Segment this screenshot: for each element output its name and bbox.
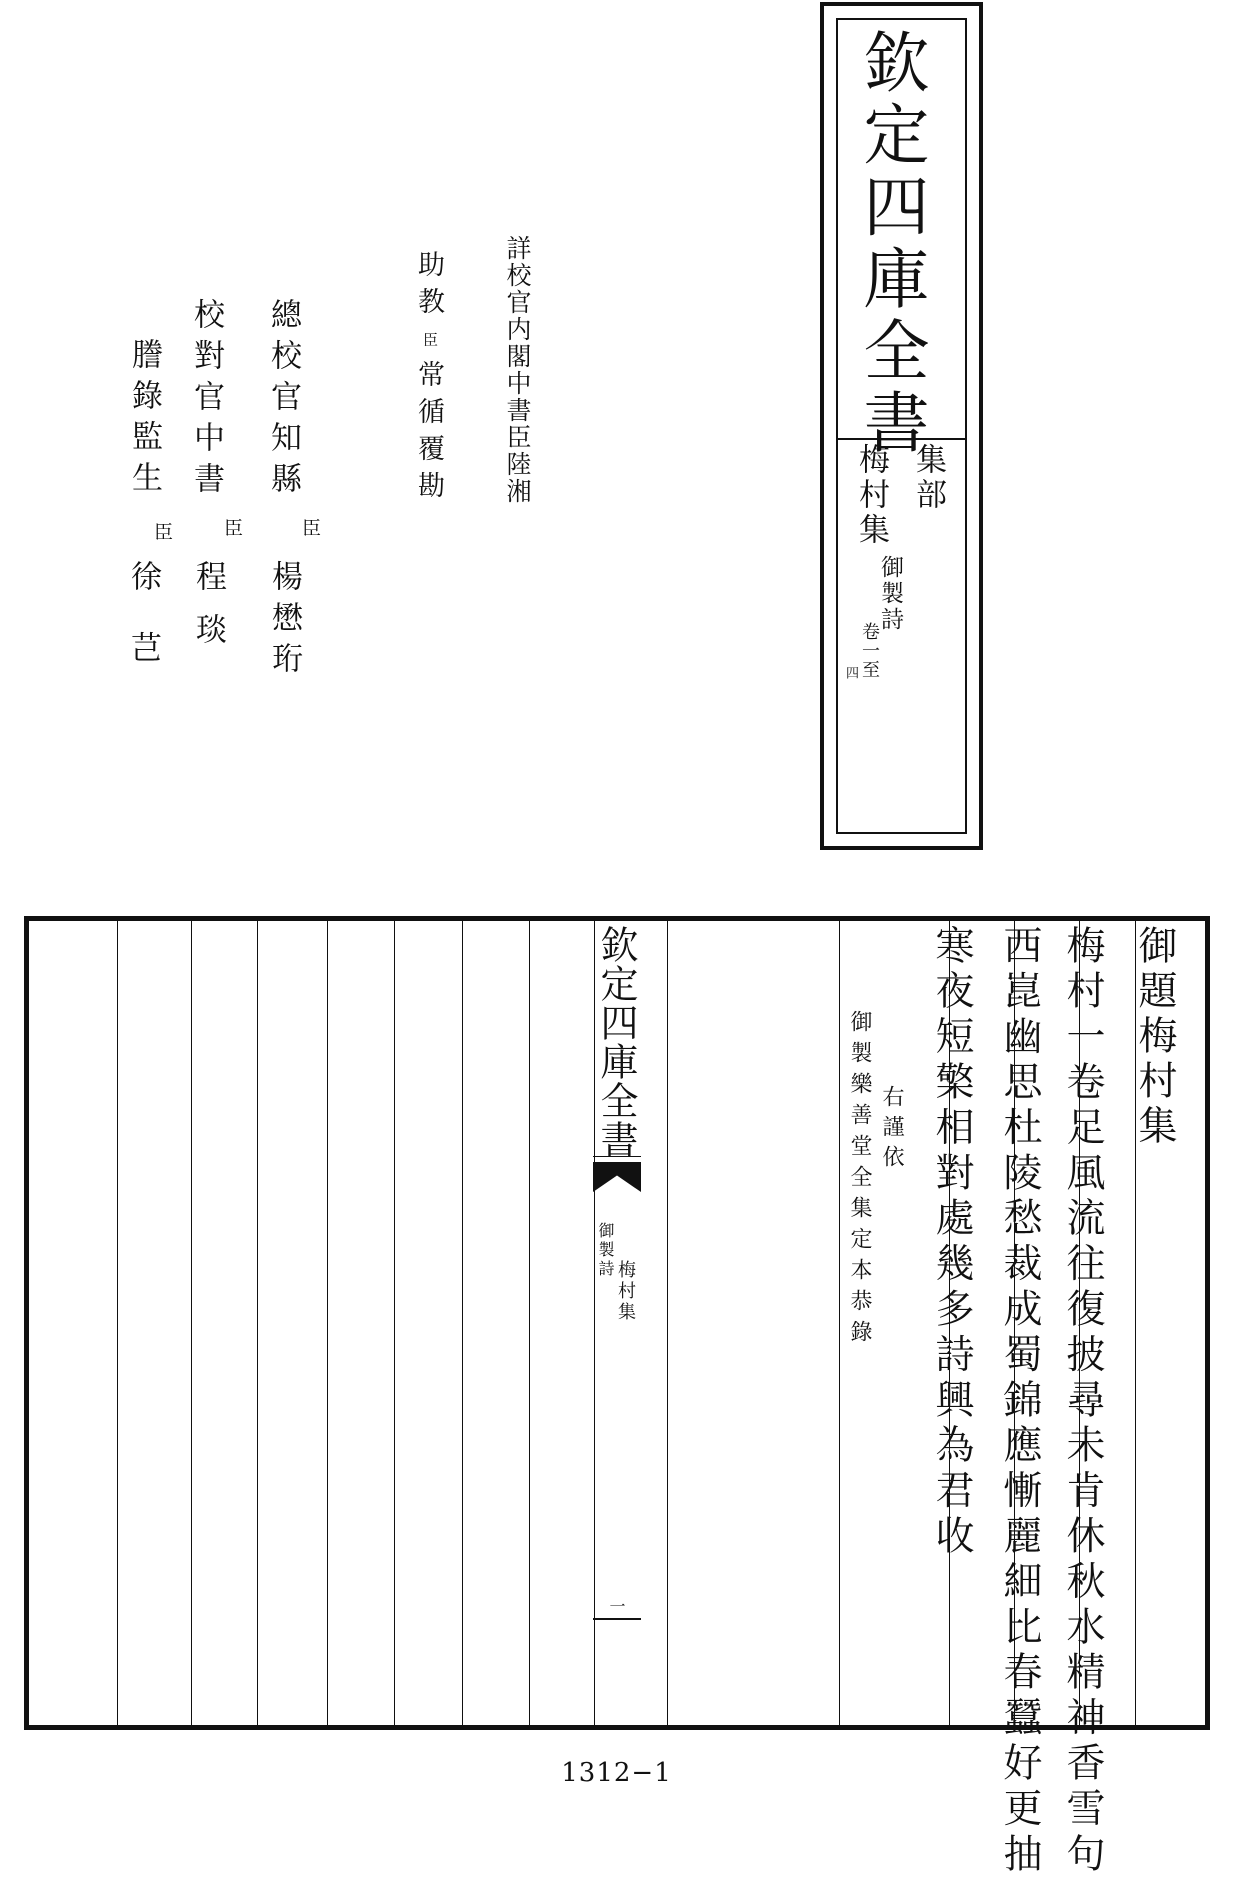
volume-range: 卷一至: [859, 622, 880, 679]
column-rule: [667, 921, 668, 1725]
volume-range-end: 四: [843, 666, 858, 679]
credit-chief-label: 總校官知縣: [265, 298, 301, 503]
credit-copyist-name: 徐芑: [125, 560, 161, 702]
column-rule: [117, 921, 118, 1725]
credit-assistant-label: 助教: [413, 250, 444, 324]
column-rule: [462, 921, 463, 1725]
column-rule: [327, 921, 328, 1725]
poem-heading: 御題梅村集: [1132, 925, 1177, 1150]
section-label: 御製詩: [877, 555, 903, 633]
credit-proofreader: 詳校官内閣中書臣陸湘: [503, 235, 532, 505]
column-rule: [394, 921, 395, 1725]
column-rule: [191, 921, 192, 1725]
main-title: 欽定四庫全書: [852, 28, 929, 460]
block-heart-leaf: 一: [607, 1598, 626, 1614]
credit-assistant-name: 常循覆勘: [413, 360, 444, 508]
block-heart-book: 梅村集: [615, 1260, 636, 1323]
column-rule: [529, 921, 530, 1725]
credit-assistant-rank: 臣: [421, 332, 439, 347]
block-heart-section: 御製詩: [596, 1222, 615, 1279]
credit-collator-rank: 臣: [221, 518, 243, 537]
block-heart-bottom-rule: [593, 1618, 641, 1620]
credit-collator-label: 校對官中書: [188, 298, 224, 503]
credit-collator-name: 程琰: [190, 560, 226, 666]
attribution-note-left: 御製樂善堂全集定本恭錄: [847, 1010, 872, 1351]
page-number: 1312−1: [561, 1758, 672, 1788]
credit-copyist-label: 謄錄監生: [126, 338, 162, 502]
verse-line-2: 西崑幽思杜陵愁裁成蜀錦應慚麗細比春蠶好更抽: [997, 925, 1042, 1878]
book-title: 梅村集: [853, 443, 889, 548]
credit-chief-name: 楊懋珩: [266, 560, 302, 683]
category-label: 集部: [910, 443, 946, 513]
verse-line-1: 梅村一卷足風流往復披尋未肯休秋水精神香雪句: [1060, 925, 1105, 1878]
column-rule: [839, 921, 840, 1725]
credit-chief-rank: 臣: [299, 518, 321, 537]
block-heart-title: 欽定四庫全書: [594, 925, 638, 1159]
verse-line-3: 寒夜短檠相對處幾多詩興為君收: [929, 925, 974, 1561]
credit-copyist-rank: 臣: [151, 522, 173, 541]
column-rule: [257, 921, 258, 1725]
attribution-note-right: 右謹依: [879, 1085, 904, 1175]
